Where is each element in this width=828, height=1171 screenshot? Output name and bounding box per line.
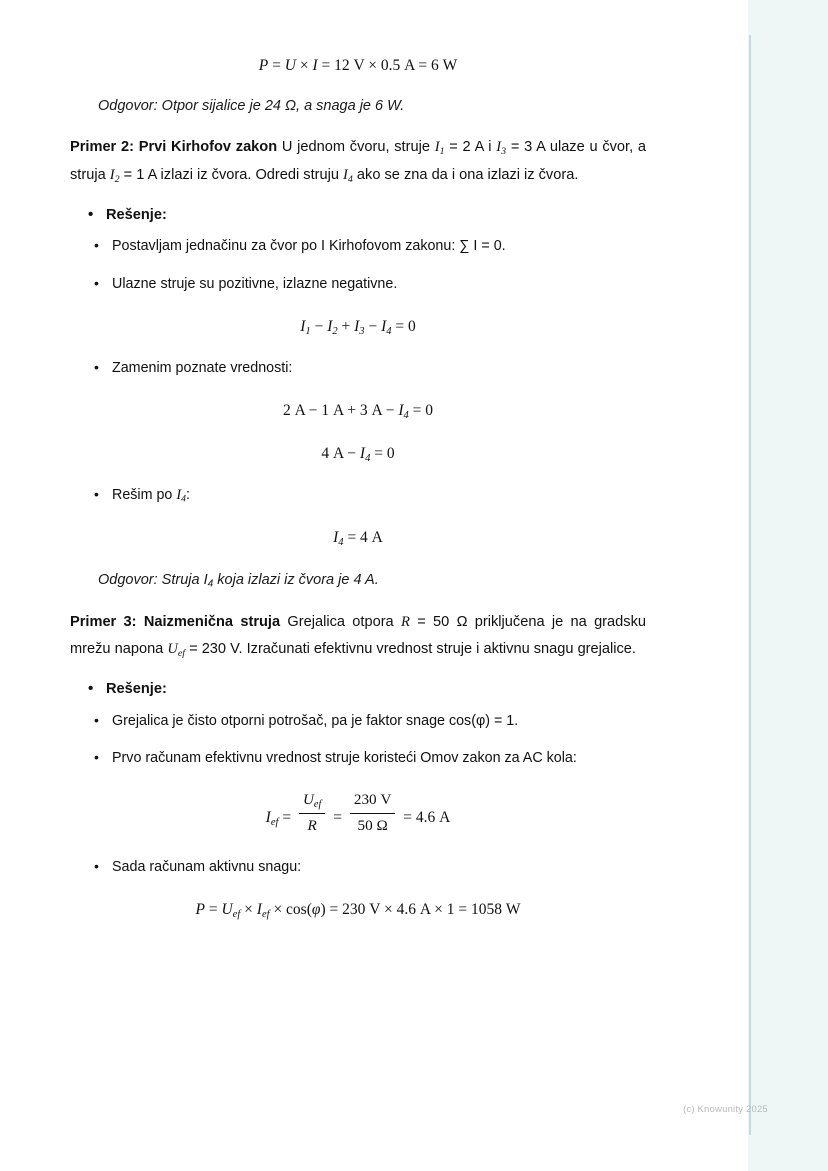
example-2-paragraph — [70, 134, 646, 188]
fraction-uef-over-r: $\frac{U_{ef}}{R}$ — [299, 789, 325, 838]
symbol-i1: I — [434, 139, 440, 156]
example-2-solution-label: • Rešenje: — [88, 203, 646, 228]
symbol-i4-sub: 4 — [347, 173, 353, 185]
symbol-i2-sub: 2 — [114, 173, 120, 185]
list-item — [94, 484, 646, 508]
list-item: • Sada računam aktivnu snagu: — [94, 856, 646, 880]
equation-kirchhoff: $I_1 - I_2 + I_3 - I_4 = 0$ — [300, 317, 416, 337]
list-item: • Ulazne struje su pozitivne, izlazne negativne. — [94, 273, 646, 297]
example-2-text-4: = 1 A izlazi iz čvora. Odredi struju — [119, 166, 344, 183]
symbol-uef-sub: ef — [177, 647, 186, 659]
example-2-text-5: ako se zna da i ona izlazi iz čvora. — [352, 166, 579, 183]
fraction-230v-over-50ohm: $\frac{230 V}{50 \Omega}$ — [350, 789, 396, 838]
answer-example-2: Odgovor: Struja $I_4$ koja izlazi iz čvora je 4 A. — [98, 571, 379, 590]
decorative-right-band — [748, 0, 828, 1171]
example-2-steps-2 — [70, 357, 646, 381]
list-item: • Zamenim poznate vrednosti: — [94, 357, 646, 381]
example-2-text-3: = 3 A ulaze u čvor, a struja — [70, 139, 647, 183]
equation-power-first: P = U × I = 12 V × 0.5 A = 6 W — [258, 57, 458, 74]
example-3-text-1: Grejalica otpora — [280, 613, 401, 630]
symbol-i3: I — [496, 139, 502, 156]
equation-substituted-values: 2 A − 1 A + 3 $A - I_4 = 0$ — [282, 401, 434, 421]
example-2-title: Primer 2: Prvi Kirhofov zakon — [70, 139, 278, 156]
equation-active-power: $P = U_{ef} \times I_{ef} \times \cos(\varphi) = 230$ V × 4.6 A × 1 = 1058 W — [195, 900, 521, 920]
example-2-solution-list — [70, 203, 646, 228]
example-3-text-3: = 230 V. Izračunati efektivnu vrednost struje i aktivnu snagu grejalice. — [185, 640, 636, 657]
symbol-i4-sub: 4 — [181, 494, 186, 506]
equation-i4-result: $I_4 = 4$ A — [333, 529, 383, 549]
example-2-steps-3 — [70, 484, 646, 508]
example-3-steps-2 — [70, 856, 646, 880]
equation-effective-current: $I_{ef}$ = $\frac{U_{ef}}{R}$ = $\frac{230 V}{50 \Omega}$ = 4.6 A — [70, 789, 646, 838]
symbol-i4: I — [343, 166, 348, 183]
example-2-text-1: U jednom čvoru, struje — [277, 139, 435, 156]
example-3-paragraph — [70, 609, 646, 663]
step-solve-post: : — [185, 487, 190, 504]
example-3-solution-list — [70, 677, 646, 702]
symbol-r: R — [400, 613, 410, 630]
list-item: • Postavljam jednačinu za čvor po I Kirhofovom zakonu: ∑ I = 0. — [94, 235, 646, 259]
document-content — [70, 36, 646, 940]
decorative-vertical-rule — [749, 35, 751, 1135]
step-solve-pre: Rešim po — [112, 487, 177, 504]
list-item: • Prvo računam efektivnu vrednost struje koristeći Omov zakon za AC kola: — [94, 747, 646, 771]
list-item: • Grejalica je čisto otporni potrošač, pa je faktor snage cos(φ) = 1. — [94, 710, 646, 734]
symbol-i3-sub: 3 — [501, 146, 507, 158]
equation-simplified: 4 $A - I_4 = 0$ — [321, 444, 395, 464]
symbol-i2: I — [109, 166, 115, 183]
symbol-uef: U — [167, 640, 178, 657]
example-3-title: Primer 3: Naizmenična struja — [70, 613, 281, 630]
symbol-i4: I — [176, 487, 182, 504]
example-3-solution-label: • Rešenje: — [88, 677, 646, 702]
example-3-text-2: = 50 Ω priključena je na gradsku mrežu napona — [70, 613, 646, 657]
answer-example-1: Odgovor: Otpor sijalice je 24 Ω, a snaga je 6 W. — [98, 98, 405, 115]
example-2-text-2: = 2 A i — [444, 139, 497, 156]
example-3-steps — [70, 710, 646, 771]
watermark: (c) Knowunity 2025 — [683, 1104, 768, 1115]
example-2-steps — [70, 235, 646, 296]
symbol-i1-sub: 1 — [439, 146, 445, 158]
